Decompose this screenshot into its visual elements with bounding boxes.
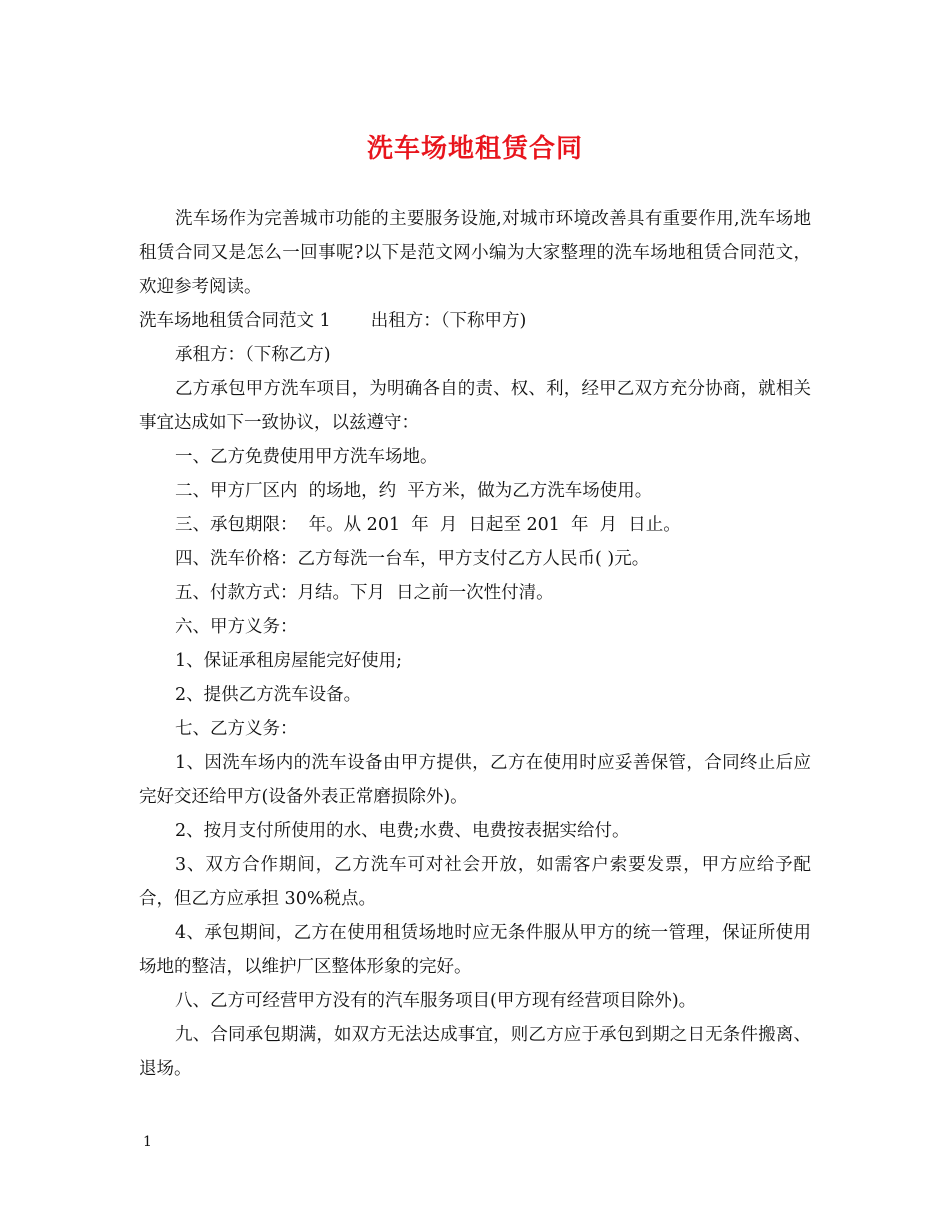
clause-7-item-4: 4、承包期间，乙方在使用租赁场地时应无条件服从甲方的统一管理，保证所使用场地的整洁，以维护厂区整体形象的完好。 [139,923,811,977]
lessee-line: 承租方：（下称乙方) [175,345,331,365]
clause-7: 七、乙方义务： [175,719,298,739]
clause-3: 三、承包期限： 年。从 201 年 月 日起至 201 年 月 日止。 [175,515,681,535]
clause-5: 五、付款方式：月结。下月 日之前一次性付清。 [175,583,554,603]
clause-6-item-2: 2、提供乙方洗车设备。 [175,685,362,705]
document-title: 洗车场地租赁合同 [366,134,583,164]
clause-8: 八、乙方可经营甲方没有的汽车服务项目(甲方现有经营项目除外)。 [175,991,697,1011]
preamble-paragraph: 乙方承包甲方洗车项目，为明确各自的责、权、利，经甲乙双方充分协商，就相关事宜达成如下一致协议，以兹遵守： [139,379,811,433]
clause-7-item-2: 2、按月支付所使用的水、电费;水费、电费按表据实给付。 [175,821,630,841]
clause-9: 九、合同承包期满，如双方无法达成事宜，则乙方应于承包到期之日无条件搬离、退场。 [139,1025,811,1079]
clause-6-item-1: 1、保证承租房屋能完好使用; [175,651,403,671]
page-number: 1 [143,1134,152,1150]
clause-4: 四、洗车价格：乙方每洗一台车，甲方支付乙方人民币( )元。 [175,549,650,569]
document-body [139,202,811,1086]
clause-2: 二、甲方厂区内 的场地，约 平方米，做为乙方洗车场使用。 [175,481,653,501]
sample-heading: 洗车场地租赁合同范文 1 [139,311,331,331]
lessor-line: 出租方：（下称甲方) [370,311,527,331]
intro-paragraph: 洗车场作为完善城市功能的主要服务设施,对城市环境改善具有重要作用,洗车场地租赁合同又是怎么一回事呢?以下是范文网小编为大家整理的洗车场地租赁合同范文，欢迎参考阅读。 [139,209,811,297]
clause-7-item-1: 1、因洗车场内的洗车设备由甲方提供，乙方在使用时应妥善保管，合同终止后应完好交还给甲方(设备外表正常磨损除外)。 [139,753,811,807]
clause-6: 六、甲方义务： [175,617,298,637]
clause-7-item-3: 3、双方合作期间，乙方洗车可对社会开放，如需客户索要发票，甲方应给予配合，但乙方应承担 30%税点。 [139,855,811,909]
sample-heading-line [139,304,811,338]
clause-1: 一、乙方免费使用甲方洗车场地。 [175,447,438,467]
